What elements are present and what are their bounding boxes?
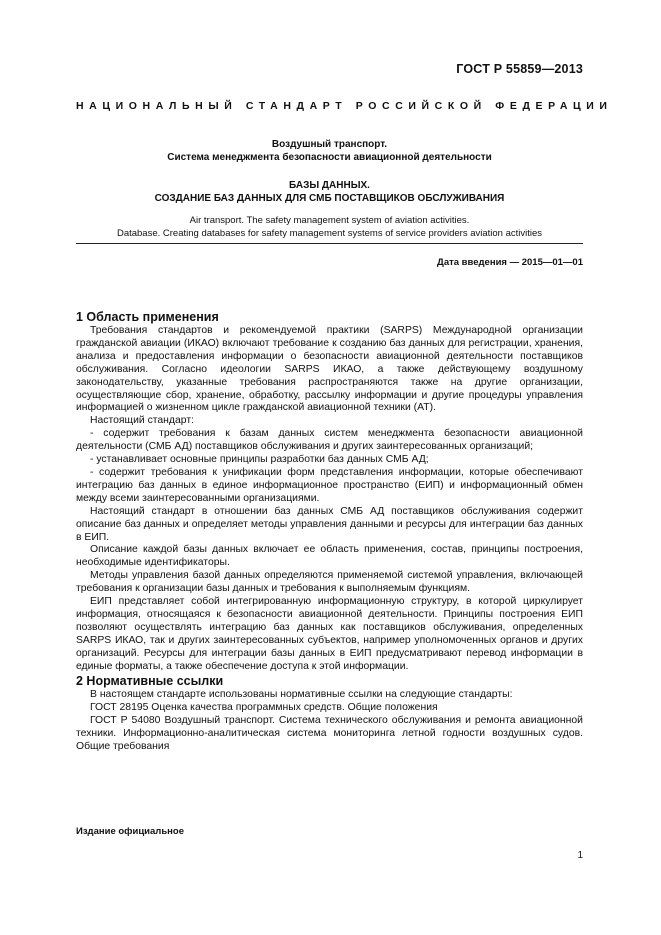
document-body	[76, 309, 583, 754]
national-standard-banner: НАЦИОНАЛЬНЫЙ СТАНДАРТ РОССИЙСКОЙ ФЕДЕРАЦИИ	[76, 100, 613, 112]
title-russian-caps	[76, 180, 583, 205]
title-russian	[76, 139, 583, 164]
paragraph: Требования стандартов и рекомендуемой практики (SARPS) Международной организации гражданской авиации (ИКАО) включают требование к созданию баз данных для регистрации, хранения, анализа и предоставления информации о безопасности авиационной деятельности поставщиков обслуживания. Согласно идеологии SARPS ИКАО, а также действующему воздушному законодательству, указанные требования распространяются также на другие организации, осуществляющие сбор, хранение, обработку, рассылку информации и другие процедуры управления информацией о жизненном цикле гражданской авиационной техники (АТ).	[76, 325, 583, 414]
edition-label: Издание официальное	[76, 826, 184, 837]
title-line: БАЗЫ ДАННЫХ.	[289, 180, 370, 191]
paragraph: В настоящем стандарте использованы нормативные ссылки на следующие стандарты:	[90, 689, 513, 701]
title-line: Система менеджмента безопасности авиационной деятельности	[167, 151, 492, 163]
page-number: 1	[577, 850, 583, 861]
paragraph: ЕИП представляет собой интегрированную информационную структуру, в которой циркулирует информация, относящаяся к безопасности авиационной деятельности. Принципы построения ЕИП позволяют осуществлять интеграцию баз данных как поставщиков обслуживания, определенных SARPS ИКАО, так и других заинтересованных субъектов, например уполномоченных органов и других организаций. Ресурсы для интеграции базы данных в ЕИП предусматривают перевод информации в единые форматы, а также обеспечение доступа к этой информации.	[76, 596, 583, 672]
list-item: - содержит требования к базам данных систем менеджмента безопасности авиационной деятельности (СМБ АД) поставщиков обслуживания и других заинтересованных организаций;	[76, 428, 583, 453]
title-divider	[76, 243, 583, 244]
list-item: - содержит требования к унификации форм представления информации, которые обеспечивают интеграцию баз данных в единое информационное пространство (ЕИП) и информационный обмен между всеми заинтересованными организациями.	[76, 466, 583, 504]
gost-code: ГОСТ Р 55859—2013	[456, 62, 583, 76]
title-english	[76, 215, 583, 240]
paragraph: Настоящий стандарт:	[90, 415, 194, 427]
title-line: Воздушный транспорт.	[271, 139, 388, 150]
title-line: Air transport. The safety management system of aviation activities.	[189, 215, 470, 226]
title-line: СОЗДАНИЕ БАЗ ДАННЫХ ДЛЯ СМБ ПОСТАВЩИКОВ ОБСЛУЖИВАНИЯ	[154, 192, 505, 204]
introduction-date: Дата введения — 2015—01—01	[437, 257, 583, 268]
list-item: - устанавливает основные принципы разработки баз данных СМБ АД;	[90, 454, 429, 466]
paragraph: Описание каждой базы данных включает ее область применения, состав, принципы построения, необходимые идентификаторы.	[76, 544, 583, 569]
paragraph: Настоящий стандарт в отношении баз данных СМБ АД поставщиков обслуживания содержит описание баз данных и определяет методы управления данными и ресурсы для интеграции баз данных в ЕИП.	[76, 505, 583, 543]
reference-item: ГОСТ 28195 Оценка качества программных средств. Общие положения	[90, 702, 438, 714]
section-heading: 1 Область применения	[76, 310, 219, 324]
section-heading: 2 Нормативные ссылки	[76, 674, 224, 689]
reference-item: ГОСТ Р 54080 Воздушный транспорт. Система технического обслуживания и ремонта авиационной техники. Информационно-аналитическая система мониторинга летной годности воздушных судов. Общие требования	[76, 715, 583, 753]
paragraph: Методы управления базой данных определяются применяемой системой управления, включающей требования к организации базы данных и требования к выполняемым функциям.	[76, 570, 583, 595]
title-line: Database. Creating databases for safety management systems of service providers aviation activities	[116, 227, 543, 239]
